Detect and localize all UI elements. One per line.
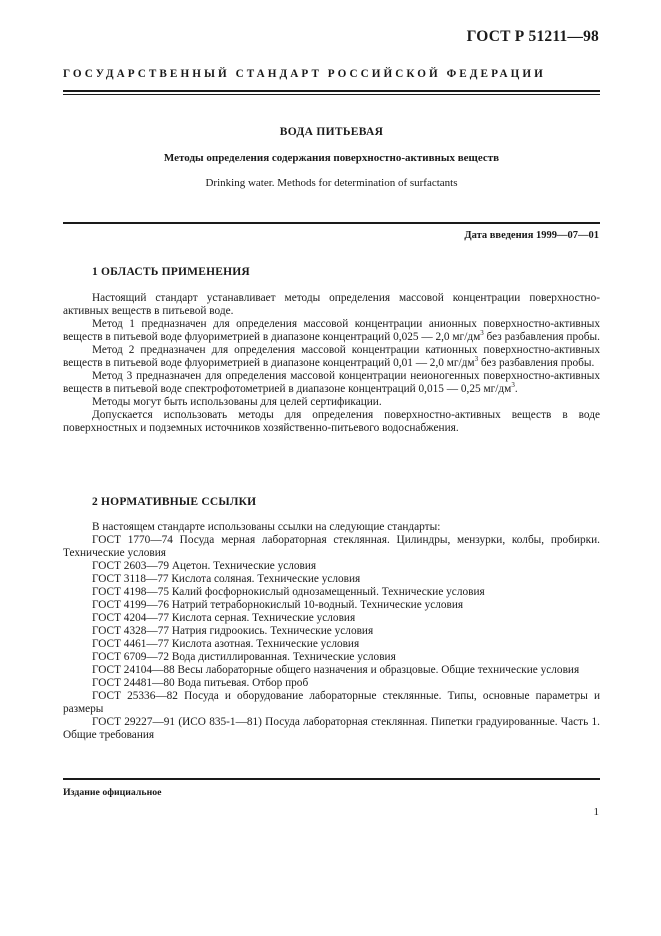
english-title: Drinking water. Methods for determination of surfactants <box>205 177 458 189</box>
paragraph: В настоящем стандарте использованы ссылки на следующие стандарты: <box>92 521 441 533</box>
reference-item: ГОСТ 24481—80 Вода питьевая. Отбор проб <box>92 677 309 689</box>
standard-banner: ГОСУДАРСТВЕННЫЙ СТАНДАРТ РОССИЙСКОЙ ФЕДЕРАЦИИ <box>63 68 546 80</box>
reference-item: ГОСТ 4461—77 Кислота азотная. Технические условия <box>92 638 360 650</box>
top-rule-thick <box>63 90 600 92</box>
superscript: 3 <box>511 381 515 390</box>
section-heading: 2 НОРМАТИВНЫЕ ССЫЛКИ <box>92 496 257 508</box>
superscript: 3 <box>474 355 479 364</box>
section-heading: 1 ОБЛАСТЬ ПРИМЕНЕНИЯ <box>92 266 250 278</box>
superscript: 3 <box>480 329 484 338</box>
footer-rule <box>63 778 600 780</box>
text-run: Метод 2 предназначен для определения массовой концентрации катионных поверхностно-активных веществ в питьевой воде флуориметрией в диапазоне концентраций 0,01 — 2,0 мг/дм <box>63 344 600 369</box>
reference-item: ГОСТ 24104—88 Весы лабораторные общего назначения и образцовые. Общие технические условия <box>92 664 580 676</box>
reference-item: ГОСТ 2603—79 Ацетон. Технические условия <box>92 560 317 572</box>
text-run: Метод 1 предназначен для определения массовой концентрации анионных поверхностно-активных веществ в питьевой воде флуориметрией в диапазоне концентраций 0,025 — 2,0 мг/дм <box>63 318 600 343</box>
paragraph <box>63 344 600 370</box>
text-run: без разбавления пробы. <box>483 331 600 343</box>
paragraph <box>63 370 600 396</box>
section-1-body <box>63 292 600 435</box>
section-2-body <box>63 521 600 742</box>
reference-item: ГОСТ 4328—77 Натрия гидроокись. Технические условия <box>92 625 374 637</box>
title-rule <box>63 222 600 224</box>
text-run: . <box>514 383 518 395</box>
page-number: 1 <box>593 806 599 818</box>
paragraph: Настоящий стандарт устанавливает методы определения массовой концентрации поверхностно-активных веществ в питьевой воде. <box>63 292 600 317</box>
reference-item: ГОСТ 3118—77 Кислота соляная. Технические условия <box>92 573 361 585</box>
introduction-date: Дата введения 1999—07—01 <box>464 230 599 241</box>
gost-number: ГОСТ Р 51211—98 <box>466 28 599 45</box>
document-subtitle: Методы определения содержания поверхностно-активных веществ <box>163 152 500 164</box>
reference-item: ГОСТ 4204—77 Кислота серная. Технические условия <box>92 612 356 624</box>
text-run: Метод 3 предназначен для определения массовой концентрации неионогенных поверхностно-активных веществ в питьевой воде спектрофотометрией в диапазоне концентраций 0,015 — 0,25 мг/дм <box>63 370 600 395</box>
reference-item: ГОСТ 6709—72 Вода дистиллированная. Технические условия <box>92 651 396 663</box>
paragraph: Допускается использовать методы для определения поверхностно-активных веществ в воде поверхностных и подземных источников хозяйственно-питьевого водоснабжения. <box>63 409 600 434</box>
reference-item: ГОСТ 25336—82 Посуда и оборудование лабораторные стеклянные. Типы, основные параметры и размеры <box>63 690 600 715</box>
paragraph <box>63 318 600 344</box>
reference-item: ГОСТ 4199—76 Натрий тетраборнокислый 10-водный. Технические условия <box>92 599 464 611</box>
document-title: ВОДА ПИТЬЕВАЯ <box>279 126 384 138</box>
reference-item: ГОСТ 1770—74 Посуда мерная лабораторная стеклянная. Цилиндры, мензурки, колбы, пробирки. Технические условия <box>63 534 600 559</box>
official-edition-label: Издание официальное <box>63 787 162 798</box>
top-rule-thin <box>63 94 600 95</box>
paragraph: Методы могут быть использованы для целей сертификации. <box>92 396 382 408</box>
reference-item: ГОСТ 4198—75 Калий фосфорнокислый однозамещенный. Технические условия <box>92 586 485 598</box>
text-run: без разбавления пробы. <box>478 357 595 369</box>
reference-item: ГОСТ 29227—91 (ИСО 835-1—81) Посуда лабораторная стеклянная. Пипетки градуированные. Часть 1. Общие требования <box>63 716 600 741</box>
